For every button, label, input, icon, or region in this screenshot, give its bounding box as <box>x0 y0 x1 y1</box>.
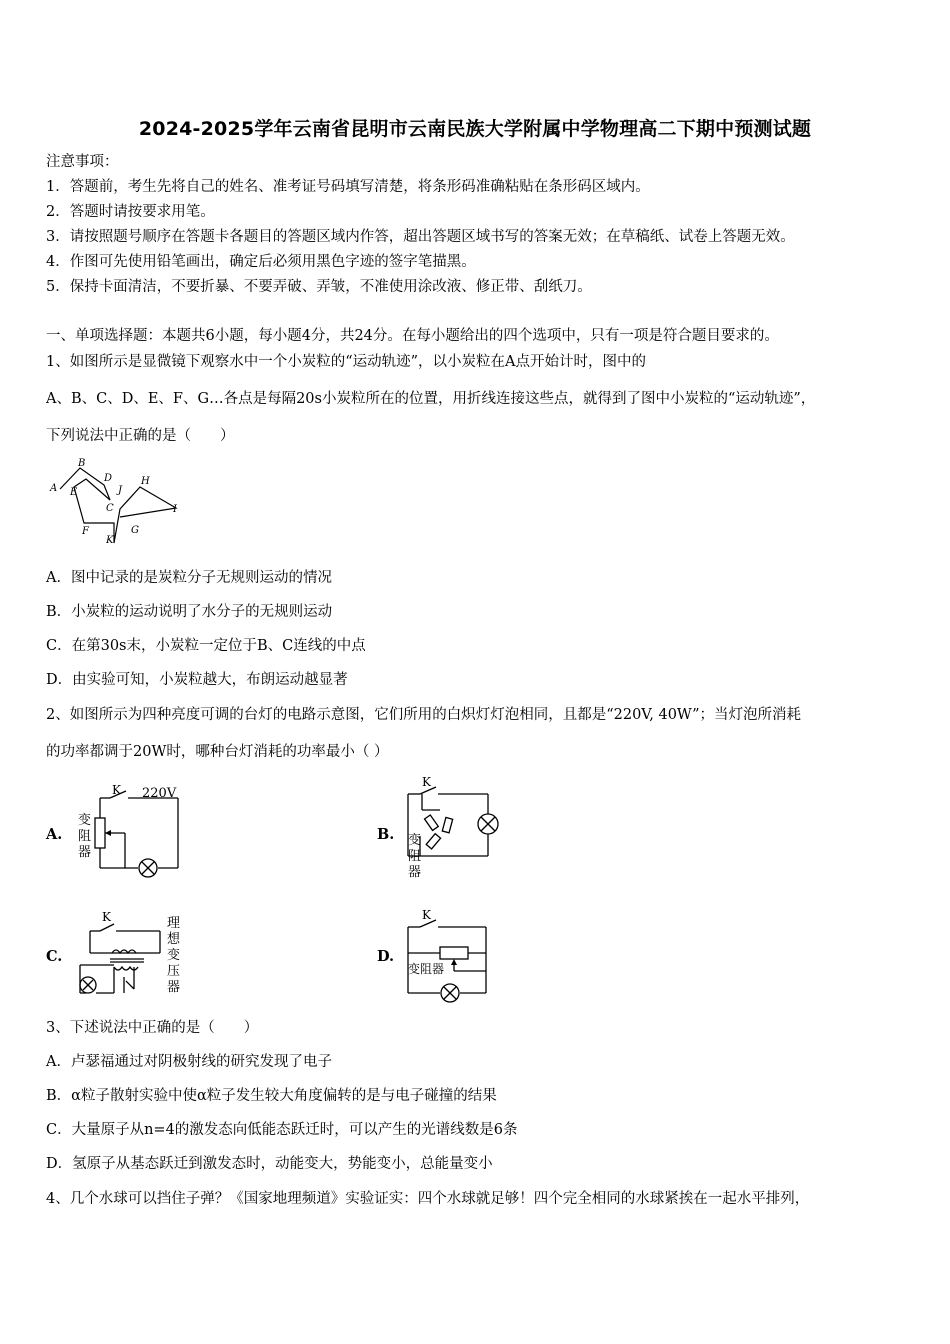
notice-item: 4．作图可先使用铅笔画出，确定后必须用黑色字迹的签字笔描黑。 <box>46 254 476 270</box>
point-label: A <box>50 483 58 494</box>
point-label: D <box>104 473 113 484</box>
rheostat-label: 变 <box>78 813 92 828</box>
point-label: J <box>118 485 123 496</box>
q2-stem-line1: 2、如图所示为四种亮度可调的台灯的电路示意图，它们所用的白炽灯灯泡相同，且都是“220V, 40W”；当灯泡所消耗 <box>46 707 802 723</box>
q2-option-label-d: D. <box>377 948 395 965</box>
q1-stem-line1: 1、如图所示是显微镜下观察水中一个小炭粒的“运动轨迹”，以小炭粒在A点开始计时，图中的 <box>46 354 647 370</box>
transformer-label: 变 <box>167 948 181 963</box>
rheostat-label: 变 <box>408 833 422 848</box>
q3-option-d: D．氢原子从基态跃迁到激发态时，动能变大，势能变小，总能量变小 <box>46 1156 493 1172</box>
q1-option-b: B．小炭粒的运动说明了水分子的无规则运动 <box>46 604 333 620</box>
notice-heading: 注意事项： <box>46 154 119 170</box>
q1-stem-line2: A、B、C、D、E、F、G…各点是每隔20s小炭粒所在的位置，用折线连接这些点，就得到了图中小炭粒的“运动轨迹”， <box>46 391 816 407</box>
rheostat-label: 变阻器 <box>408 962 445 976</box>
rheostat-label: 阻 <box>78 829 92 844</box>
rheostat-label: 阻 <box>408 849 422 864</box>
q3-stem: 3、下述说法中正确的是（ ） <box>46 1020 259 1036</box>
transformer-label: 器 <box>167 980 181 995</box>
q1-option-c: C．在第30s末，小炭粒一定位于B、C连线的中点 <box>46 638 366 654</box>
section-heading: 一、单项选择题：本题共6小题，每小题4分，共24分。在每小题给出的四个选项中，只有一项是符合题目要求的。 <box>46 328 779 344</box>
q2-circuit-d <box>400 905 500 1005</box>
point-label: H <box>141 476 150 487</box>
notice-item: 2．答题时请按要求用笔。 <box>46 204 215 220</box>
q1-trajectory-figure <box>46 455 196 550</box>
point-label: I <box>173 504 177 515</box>
page-title: 2024-2025学年云南省昆明市云南民族大学附属中学物理高二下期中预测试题 <box>138 118 812 140</box>
rheostat-label: 器 <box>78 845 92 860</box>
switch-label: K <box>112 783 121 797</box>
q2-option-label-b: B. <box>377 826 395 843</box>
transformer-label: 理 <box>167 916 181 931</box>
q3-option-c: C．大量原子从n=4的激发态向低能态跃迁时，可以产生的光谱线数是6条 <box>46 1122 518 1138</box>
point-label: F <box>82 526 89 537</box>
rheostat-label: 器 <box>408 865 422 880</box>
q3-option-a: A．卢瑟福通过对阴极射线的研究发现了电子 <box>46 1054 332 1070</box>
q1-stem-line3: 下列说法中正确的是（ ） <box>46 428 235 444</box>
point-label: G <box>131 525 139 536</box>
point-label: C <box>106 503 114 514</box>
point-label: K <box>106 535 114 546</box>
q1-option-a: A．图中记录的是炭粒分子无规则运动的情况 <box>46 570 332 586</box>
q2-circuit-b <box>400 772 500 880</box>
q2-circuit-c <box>72 905 192 1005</box>
q4-stem-line1: 4、几个水球可以挡住子弹？《国家地理频道》实验证实：四个水球就足够！四个完全相同的水球紧挨在一起水平排列， <box>46 1191 810 1207</box>
q2-option-label-c: C. <box>46 948 63 965</box>
switch-label: K <box>102 910 111 924</box>
notice-item: 1．答题前，考生先将自己的姓名、准考证号码填写清楚，将条形码准确粘贴在条形码区域内。 <box>46 179 650 195</box>
switch-label: K <box>422 908 431 922</box>
notice-item: 3．请按照题号顺序在答题卡各题目的答题区域内作答，超出答题区域书写的答案无效；在草稿纸、试卷上答题无效。 <box>46 229 795 245</box>
point-label: E <box>70 487 78 498</box>
point-label: B <box>78 458 86 469</box>
q2-stem-line2: 的功率都调于20W时，哪种台灯消耗的功率最小（ ） <box>46 744 389 760</box>
transformer-label: 想 <box>167 932 181 947</box>
q2-circuit-a <box>70 780 190 880</box>
notice-item: 5．保持卡面清洁，不要折暴、不要弄破、弄皱，不准使用涂改液、修正带、刮纸刀。 <box>46 279 592 295</box>
switch-label: K <box>422 775 431 789</box>
q1-option-d: D．由实验可知，小炭粒越大，布朗运动越显著 <box>46 672 348 688</box>
q2-option-label-a: A. <box>46 826 63 843</box>
voltage-label: 220V <box>142 786 177 801</box>
transformer-label: 压 <box>167 964 181 979</box>
q3-option-b: B．α粒子散射实验中使α粒子发生较大角度偏转的是与电子碰撞的结果 <box>46 1088 497 1104</box>
